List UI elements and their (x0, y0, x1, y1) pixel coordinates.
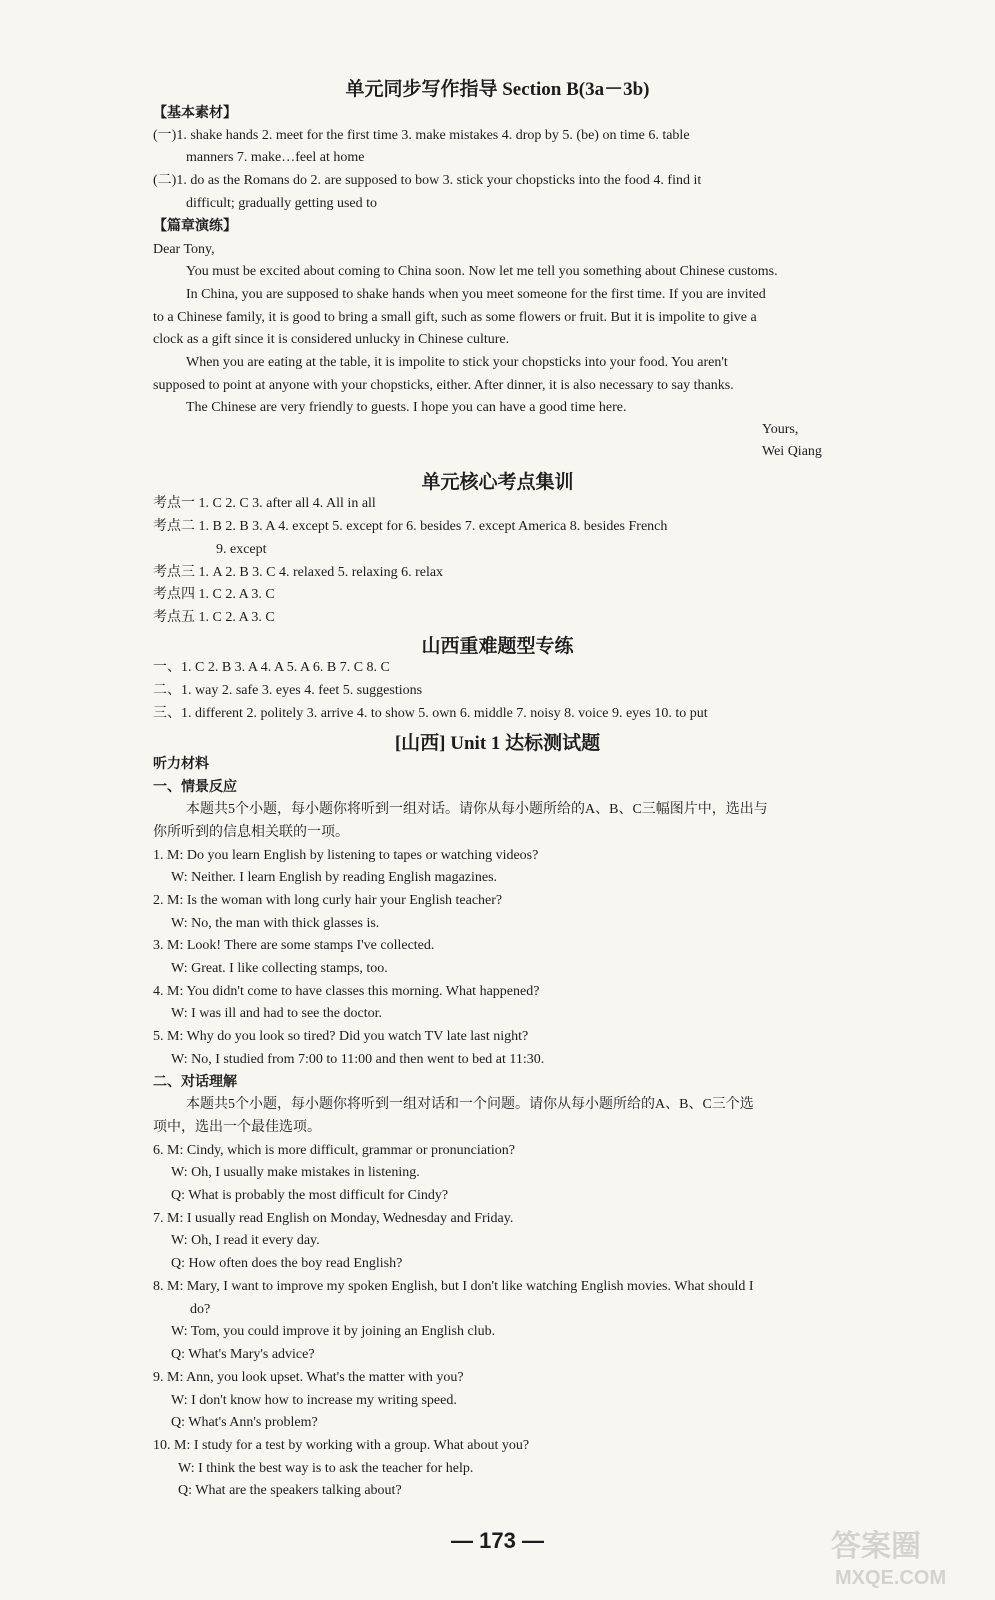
letter-line: You must be excited about coming to China soon. Now let me tell you something about Chinese customs. (186, 264, 778, 279)
materials-line: (一)1. shake hands 2. meet for the first time 3. make mistakes 4. drop by 5. (be) on time 6. table (153, 128, 690, 143)
answer-line: 考点一 1. C 2. C 3. after all 4. All in all (153, 496, 376, 511)
letter-line: supposed to point at anyone with your chopsticks, either. After dinner, it is also necessary to say thanks. (153, 378, 734, 393)
dialogue-line: 4. M: You didn't come to have classes this morning. What happened? (153, 984, 540, 999)
instruction-line: 本题共5个小题，每小题你将听到一组对话和一个问题。请你从每小题所给的A、B、C三个选 (186, 1097, 754, 1112)
svg-text:答案圈: 答案圈 (831, 1530, 921, 1563)
instruction-line: 项中，选出一个最佳选项。 (153, 1120, 321, 1135)
part-heading: 一、情景反应 (153, 780, 237, 795)
answer-line: 三、1. different 2. politely 3. arrive 4. to show 5. own 6. middle 7. noisy 8. voice 9. eyes 10. to put (153, 706, 708, 721)
materials-label: 【基本素材】 (153, 106, 237, 121)
instruction-line: 本题共5个小题，每小题你将听到一组对话。请你从每小题所给的A、B、C三幅图片中，选出与 (186, 802, 768, 817)
dialogue-line: W: Neither. I learn English by reading English magazines. (171, 870, 498, 885)
dialogue-line: 1. M: Do you learn English by listening to tapes or watching videos? (153, 848, 539, 863)
dialogue-line: W: Tom, you could improve it by joining an English club. (171, 1324, 496, 1339)
dialogue-line: 6. M: Cindy, which is more difficult, grammar or pronunciation? (153, 1143, 515, 1158)
svg-text:MXQE.COM: MXQE.COM (835, 1567, 947, 1589)
answer-line: 考点四 1. C 2. A 3. C (153, 587, 275, 602)
dialogue-line: 2. M: Is the woman with long curly hair your English teacher? (153, 893, 503, 908)
letter-signature: Wei Qiang (762, 444, 822, 459)
materials-line: (二)1. do as the Romans do 2. are supposed to bow 3. stick your chopsticks into the food 4. find it (153, 173, 702, 188)
answer-line: 二、1. way 2. safe 3. eyes 4. feet 5. suggestions (153, 683, 423, 698)
dialogue-line: 10. M: I study for a test by working with a group. What about you? (153, 1438, 530, 1453)
letter-greeting: Dear Tony, (153, 242, 215, 257)
practice-label: 【篇章演练】 (153, 219, 237, 234)
dialogue-line: W: I don't know how to increase my writing speed. (171, 1393, 457, 1408)
dialogue-line: W: No, I studied from 7:00 to 11:00 and then went to bed at 11:30. (171, 1052, 545, 1067)
dialogue-line: 5. M: Why do you look so tired? Did you watch TV late last night? (153, 1029, 529, 1044)
dialogue-line: 8. M: Mary, I want to improve my spoken English, but I don't like watching English movies. What should I (153, 1279, 754, 1294)
dialogue-line: W: I was ill and had to see the doctor. (171, 1006, 382, 1021)
dialogue-line: Q: What's Ann's problem? (171, 1415, 318, 1430)
dialogue-line: W: No, the man with thick glasses is. (171, 916, 380, 931)
answer-line: 9. except (216, 542, 267, 557)
materials-line: manners 7. make…feel at home (186, 150, 365, 165)
core-section-title: 单元核心考点集训 (421, 472, 574, 493)
dialogue-line: Q: What is probably the most difficult for Cindy? (171, 1188, 449, 1203)
instruction-line: 你所听到的信息相关联的一项。 (153, 825, 349, 840)
answer-line: 考点五 1. C 2. A 3. C (153, 610, 275, 625)
letter-line: to a Chinese family, it is good to bring a small gift, such as some flowers or fruit. But it is impolite to give a (153, 310, 757, 325)
dialogue-line: W: I think the best way is to ask the teacher for help. (178, 1461, 474, 1476)
test-section-title: [山西] Unit 1 达标测试题 (394, 733, 601, 754)
dialogue-line: Q: What's Mary's advice? (171, 1347, 315, 1362)
letter-line: The Chinese are very friendly to guests. I hope you can have a good time here. (186, 400, 627, 415)
shanxi-section-title: 山西重难题型专练 (421, 636, 574, 657)
answer-line: 考点二 1. B 2. B 3. A 4. except 5. except for 6. besides 7. except America 8. besides French (153, 519, 668, 534)
dialogue-line: do? (190, 1302, 211, 1317)
dialogue-line: W: Great. I like collecting stamps, too. (171, 961, 388, 976)
answer-line: 考点三 1. A 2. B 3. C 4. relaxed 5. relaxing 6. relax (153, 565, 444, 580)
dialogue-line: Q: What are the speakers talking about? (178, 1483, 402, 1498)
watermark-logo (827, 1520, 977, 1590)
letter-line: In China, you are supposed to shake hands when you meet someone for the first time. If you are invited (186, 287, 766, 302)
dialogue-line: 7. M: I usually read English on Monday, Wednesday and Friday. (153, 1211, 514, 1226)
dialogue-line: W: Oh, I usually make mistakes in listening. (171, 1165, 420, 1180)
letter-line: When you are eating at the table, it is impolite to stick your chopsticks into your food. You aren't (186, 355, 728, 370)
dialogue-line: Q: How often does the boy read English? (171, 1256, 403, 1271)
letter-line: clock as a gift since it is considered unlucky in Chinese culture. (153, 332, 510, 347)
writing-section-title: 单元同步写作指导 Section B(3a－3b) (345, 79, 650, 100)
part-heading: 二、对话理解 (153, 1075, 237, 1090)
dialogue-line: 9. M: Ann, you look upset. What's the matter with you? (153, 1370, 464, 1385)
dialogue-line: 3. M: Look! There are some stamps I've collected. (153, 938, 435, 953)
letter-closing: Yours, (762, 422, 799, 437)
dialogue-line: W: Oh, I read it every day. (171, 1233, 320, 1248)
listening-label: 听力材料 (153, 757, 209, 772)
answer-line: 一、1. C 2. B 3. A 4. A 5. A 6. B 7. C 8. C (153, 660, 390, 675)
page-number: — 173 — (451, 1528, 544, 1553)
materials-line: difficult; gradually getting used to (186, 196, 378, 211)
